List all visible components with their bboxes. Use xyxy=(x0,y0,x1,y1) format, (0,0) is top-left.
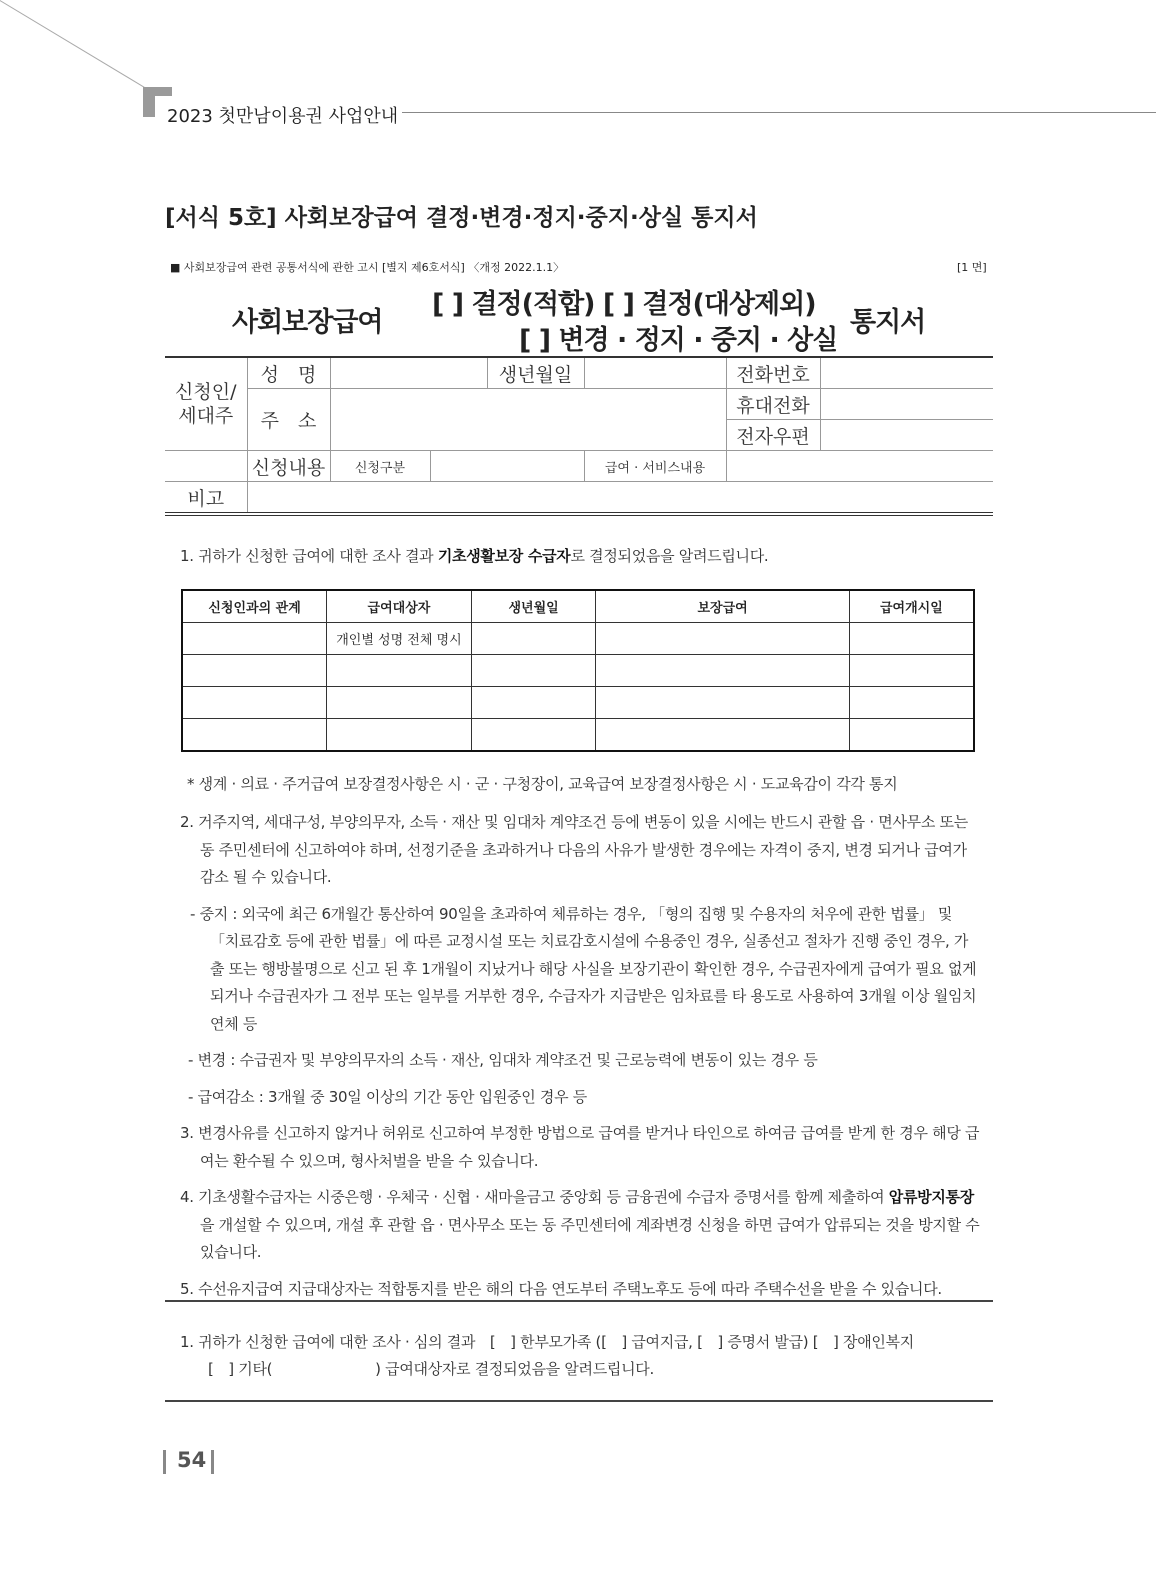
cell xyxy=(182,655,327,687)
birth-label: 생년월일 xyxy=(487,357,584,389)
mobile-label: 휴대전화 xyxy=(726,389,820,420)
cell: 개인별 성명 전체 명시 xyxy=(327,623,472,655)
name-field[interactable] xyxy=(330,357,487,389)
col-header: 신청인과의 관계 xyxy=(182,590,327,623)
col-header: 보장급여 xyxy=(596,590,849,623)
cell xyxy=(596,687,849,719)
col-header: 급여개시일 xyxy=(849,590,974,623)
remarks-label: 비고 xyxy=(165,482,247,515)
header-rule xyxy=(402,112,1156,113)
cell xyxy=(849,623,974,655)
table-row xyxy=(182,687,974,719)
big-title-line1: [ ] 결정(적합) [ ] 결정(대상제외) xyxy=(432,289,816,320)
benefit-service-field[interactable] xyxy=(726,451,993,482)
benefit-service-label: 급여 · 서비스내용 xyxy=(584,451,726,482)
running-header: 2023 첫만남이용권 사업안내 xyxy=(167,106,399,127)
beneficiary-table xyxy=(181,589,975,752)
page-number-bar xyxy=(211,1450,214,1474)
page-number: 54 xyxy=(177,1448,207,1472)
item-2: 2. 거주지역, 세대구성, 부양의무자, 소득 · 재산 및 임대차 계약조건 등에 변동이 있을 시에는 반드시 관할 읍 · 면사무소 또는 동 주민센터에 신고하여야 하며, 선정기준을 초과하거나 다음의 사유가 발생한 경우에는 자격이 중지, 변경 되거나 급여가 감소 될 수 있습니다. xyxy=(180,813,968,886)
cell xyxy=(327,655,472,687)
address-label: 주 소 xyxy=(247,389,330,451)
cell xyxy=(849,655,974,687)
big-title-line2: [ ] 변경 · 정지 · 중지 · 상실 xyxy=(519,325,838,356)
notes-body xyxy=(180,809,980,1303)
table-row xyxy=(182,655,974,687)
cell xyxy=(327,687,472,719)
request-label: 신청내용 xyxy=(247,451,330,482)
cell xyxy=(327,719,472,752)
phone-label: 전화번호 xyxy=(726,357,820,389)
corner-mark xyxy=(143,87,155,117)
item-3: 3. 변경사유를 신고하지 않거나 허위로 신고하여 부정한 방법으로 급여를 받거나 타인으로 하여금 급여를 받게 한 경우 해당 급여는 환수될 수 있으며, 형사처벌을 받을 수 있습니다. xyxy=(180,1124,980,1170)
applicant-label: 신청인/ 세대주 xyxy=(165,357,247,451)
item-5: 5. 수선유지급여 지급대상자는 적합통지를 받은 해의 다음 연도부터 주택노후도 등에 따라 주택수선을 받을 수 있습니다. xyxy=(180,1279,942,1298)
section2-line1: 1. 귀하가 신청한 급여에 대한 조사 · 심의 결과 [ ] 한부모가족 ([ ] 급여지급, [ ] 증명서 발급) [ ] 장애인복지 xyxy=(180,1333,915,1351)
request-type-field[interactable] xyxy=(430,451,584,482)
name-label: 성 명 xyxy=(247,357,330,389)
remarks-field[interactable] xyxy=(247,482,993,515)
cell xyxy=(471,655,596,687)
table-row xyxy=(182,623,974,655)
email-label: 전자우편 xyxy=(726,420,820,451)
cell xyxy=(849,687,974,719)
phone-field[interactable] xyxy=(820,357,993,389)
section-divider xyxy=(165,1300,993,1302)
col-header: 생년월일 xyxy=(471,590,596,623)
request-type-label: 신청구분 xyxy=(330,451,430,482)
note-star: * 생계 · 의료 · 주거급여 보장결정사항은 시 · 군 · 구청장이, 교육급여 보장결정사항은 시 · 도교육감이 각각 통지 xyxy=(187,775,898,793)
big-title-right: 통지서 xyxy=(850,307,926,338)
cell xyxy=(471,623,596,655)
applicant-form-table xyxy=(165,356,993,516)
notice-reference: ■ 사회보장급여 관련 공통서식에 관한 고시 [별지 제6호서식] 〈개정 2022.1.1〉 xyxy=(170,261,565,274)
cell xyxy=(849,719,974,752)
dash-reduction: - 급여감소 : 3개월 중 30일 이상의 기간 동안 입원중인 경우 등 xyxy=(188,1087,587,1106)
table-row xyxy=(182,719,974,752)
cell xyxy=(471,719,596,752)
cell xyxy=(596,719,849,752)
form-title: [서식 5호] 사회보장급여 결정·변경·정지·중지·상실 통지서 xyxy=(165,205,758,231)
cell xyxy=(596,623,849,655)
address-field[interactable] xyxy=(330,389,726,451)
cell xyxy=(471,687,596,719)
big-title-left: 사회보장급여 xyxy=(232,307,383,338)
section-divider xyxy=(165,1400,993,1402)
dash-change: - 변경 : 수급권자 및 부양의무자의 소득 · 재산, 임대차 계약조건 및 근로능력에 변동이 있는 경우 등 xyxy=(188,1051,818,1069)
cell xyxy=(182,687,327,719)
cell xyxy=(182,623,327,655)
cell xyxy=(182,719,327,752)
item-1: 1. 귀하가 신청한 급여에 대한 조사 결과 기초생활보장 수급자로 결정되었음을 알려드립니다. xyxy=(180,547,769,565)
page-number-bar xyxy=(163,1450,166,1474)
birth-field[interactable] xyxy=(584,357,726,389)
cell xyxy=(596,655,849,687)
decorative-diagonal-line xyxy=(0,0,147,89)
item-4: 4. 기초생활수급자는 시중은행 · 우체국 · 신협 · 새마을금고 중앙회 등 금융권에 수급자 증명서를 함께 제출하여 압류방지통장을 개설할 수 있으며, 개설 후 관할 읍 · 면사무소 또는 동 주민센터에 계좌변경 신청을 하면 급여가 압류되는 것을 방지할 수 있습니다. xyxy=(180,1188,980,1261)
col-header: 급여대상자 xyxy=(327,590,472,623)
dash-suspension: - 중지 : 외국에 최근 6개월간 통산하여 90일을 초과하여 체류하는 경우, 「형의 집행 및 수용자의 처우에 관한 법률」 및 「치료감호 등에 관한 법률」에 따른 교정시설 또는 치료감호시설에 수용중인 경우, 실종선고 절차가 진행 중인 경우, 가출 또는 행방불명으로 신고 된 후 1개월이 지났거나 해당 사실을 보장기관이 확인한 경우, 수급권자에게 급여가 필요 없게 되거나 수급권자가 그 전부 또는 일부를 거부한 경우, 수급자가 지급받은 임차료를 타 용도로 사용하여 3개월 이상 월임치 연체 등 xyxy=(190,904,977,1033)
page-side: [1 면] xyxy=(957,261,987,274)
email-field[interactable] xyxy=(820,420,993,451)
mobile-field[interactable] xyxy=(820,389,993,420)
section2-line2: [ ] 기타( ) 급여대상자로 결정되었음을 알려드립니다. xyxy=(208,1360,654,1378)
